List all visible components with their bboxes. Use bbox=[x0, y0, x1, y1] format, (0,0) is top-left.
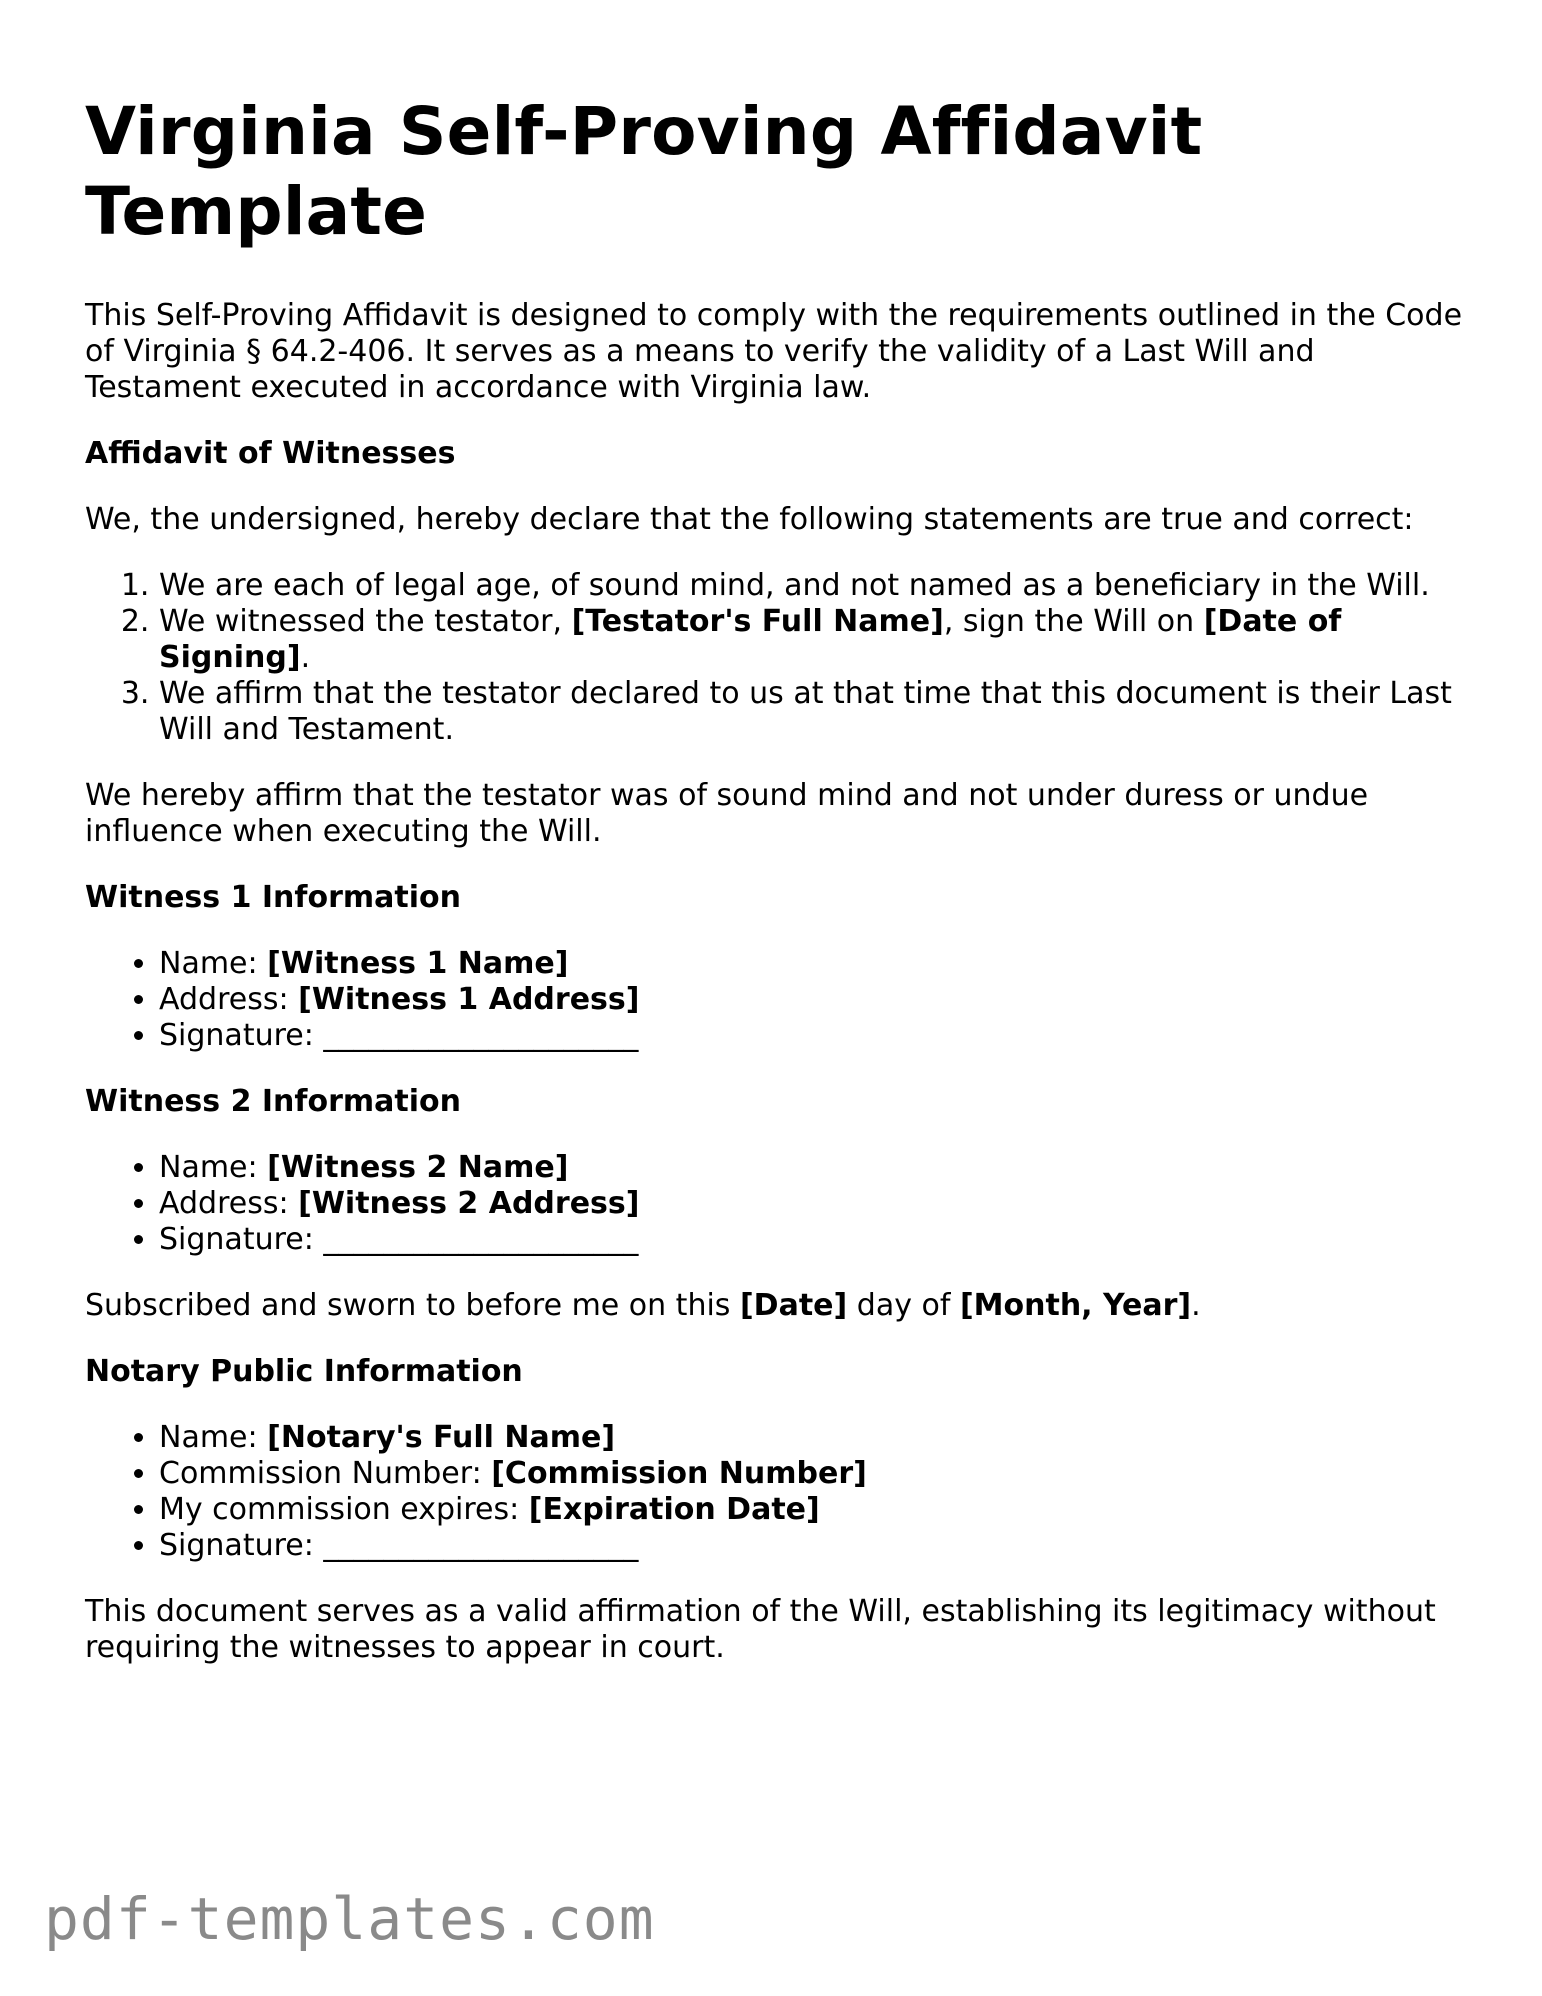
witness-2-name-label: Name: bbox=[159, 1150, 268, 1185]
witness-2-address bbox=[159, 1186, 1475, 1222]
witness-2-heading: Witness 2 Information bbox=[85, 1084, 461, 1119]
intro-paragraph: This Self-Proving Affidavit is designed to comply with the requirements outlined in the Code of Virginia § 64.2-406. It serves as a means to verify the validity of a Last Will and Testament executed in accordance with Virginia law. bbox=[85, 298, 1463, 405]
statement-item-2 bbox=[159, 604, 1475, 676]
sworn-paragraph bbox=[85, 1288, 1475, 1324]
affidavit-heading: Affidavit of Witnesses bbox=[85, 436, 456, 471]
notary-heading: Notary Public Information bbox=[85, 1354, 523, 1389]
sworn-month-year-placeholder: [Month, Year] bbox=[959, 1288, 1192, 1323]
notary-signature bbox=[159, 1528, 1475, 1564]
statement-2-mid: , sign the Will on bbox=[943, 604, 1204, 639]
notary-commission-label: Commission Number: bbox=[159, 1456, 492, 1491]
witness-1-signature-label: Signature: bbox=[159, 1018, 324, 1053]
notary-expires-placeholder: [Expiration Date] bbox=[528, 1492, 820, 1527]
notary-expires bbox=[159, 1492, 1475, 1528]
watermark-text: pdf-templates.com bbox=[44, 1885, 655, 1953]
witness-1-heading: Witness 1 Information bbox=[85, 880, 461, 915]
witness-2-signature-label: Signature: bbox=[159, 1222, 324, 1257]
notary-expires-label: My commission expires: bbox=[159, 1492, 529, 1527]
declaration-paragraph: We, the undersigned, hereby declare that the following statements are true and correct: bbox=[85, 502, 1414, 537]
witness-1-name bbox=[159, 946, 1475, 982]
sworn-date-placeholder: [Date] bbox=[739, 1288, 848, 1323]
closing-paragraph: This document serves as a valid affirmation of the Will, establishing its legitimacy without requiring the witnesses to appear in court. bbox=[85, 1594, 1436, 1665]
witness-2-signature bbox=[159, 1222, 1475, 1258]
witness-2-address-label: Address: bbox=[159, 1186, 299, 1221]
testator-name-placeholder: [Testator's Full Name] bbox=[571, 604, 944, 639]
witness-1-address-placeholder: [Witness 1 Address] bbox=[298, 982, 640, 1017]
sworn-post: . bbox=[1191, 1288, 1201, 1323]
sworn-mid: day of bbox=[847, 1288, 960, 1323]
witness-1-list bbox=[85, 946, 1475, 1054]
signing-date-placeholder: [Date of Signing] bbox=[159, 604, 1342, 675]
witness-1-signature-line: _____________________ bbox=[323, 1018, 639, 1053]
notary-commission-placeholder: [Commission Number] bbox=[491, 1456, 867, 1491]
notary-signature-line: _____________________ bbox=[323, 1528, 639, 1563]
document-page bbox=[85, 92, 1475, 1696]
statements-list bbox=[85, 568, 1475, 748]
witness-2-list bbox=[85, 1150, 1475, 1258]
notary-list bbox=[85, 1420, 1475, 1564]
sworn-pre: Subscribed and sworn to before me on this bbox=[85, 1288, 740, 1323]
witness-1-address-label: Address: bbox=[159, 982, 299, 1017]
statement-2-pre: We witnessed the testator, bbox=[159, 604, 572, 639]
witness-1-address bbox=[159, 982, 1475, 1018]
witness-2-name-placeholder: [Witness 2 Name] bbox=[267, 1150, 569, 1185]
document-title: Virginia Self-Proving Affidavit Template bbox=[85, 93, 1203, 250]
notary-name bbox=[159, 1420, 1475, 1456]
witness-2-address-placeholder: [Witness 2 Address] bbox=[298, 1186, 640, 1221]
notary-name-label: Name: bbox=[159, 1420, 268, 1455]
witness-1-name-label: Name: bbox=[159, 946, 268, 981]
witness-2-signature-line: _____________________ bbox=[323, 1222, 639, 1257]
witness-1-signature bbox=[159, 1018, 1475, 1054]
notary-commission bbox=[159, 1456, 1475, 1492]
statement-item-3: 3. We affirm that the testator declared to us at that time that this document is their Last Will and Testament. bbox=[159, 676, 1475, 748]
notary-signature-label: Signature: bbox=[159, 1528, 324, 1563]
affirmation-paragraph: We hereby affirm that the testator was of sound mind and not under duress or undue influence when executing the Will. bbox=[85, 778, 1369, 849]
statement-2-post: . bbox=[300, 640, 311, 675]
notary-name-placeholder: [Notary's Full Name] bbox=[267, 1420, 616, 1455]
witness-2-name bbox=[159, 1150, 1475, 1186]
statement-item-1: 1. We are each of legal age, of sound mind, and not named as a beneficiary in the Will. bbox=[159, 568, 1475, 604]
witness-1-name-placeholder: [Witness 1 Name] bbox=[267, 946, 569, 981]
